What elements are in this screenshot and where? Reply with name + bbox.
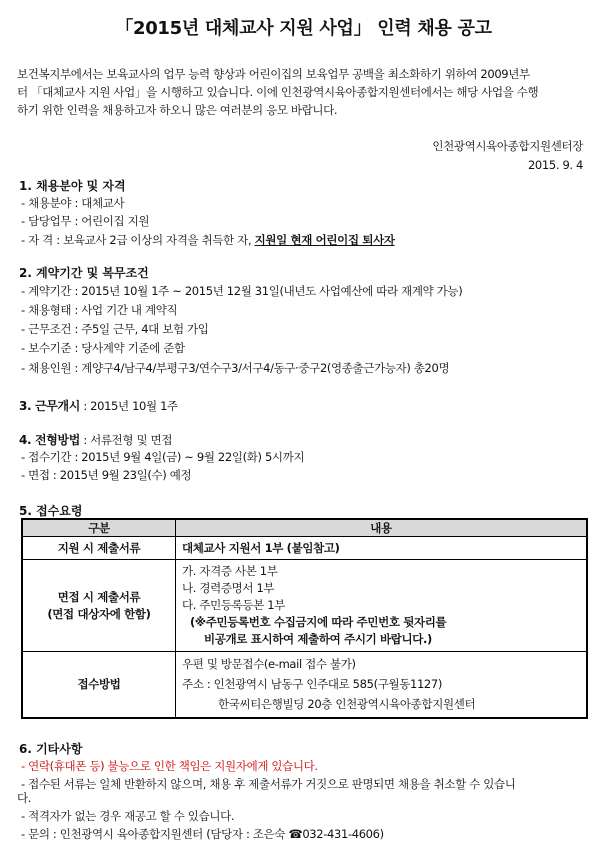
section-1-heading: 1. 채용분야 및 자격 [19,179,126,193]
interview-doc-item: 나. 경력증명서 1부 [182,581,275,595]
s1-qualification-text: - 자 격 : 보육교사 2급 이상의 자격을 취득한 자, [21,233,255,247]
interview-doc-notice: 비공개로 표시하여 제출하여 주시기 바랍니다.) [204,632,432,646]
row-content-submission-method [176,652,588,718]
table-header-row [22,519,587,537]
s6-documents-policy-cont: 다. [17,791,32,805]
table-row [22,560,587,652]
section-3 [19,397,178,414]
interview-doc-item: 가. 자격증 사본 1부 [182,564,278,578]
section-5-heading: 5. 접수요령 [19,504,83,518]
col-header-category: 구분 [22,519,176,537]
section-2-heading: 2. 계약기간 및 복무조건 [19,266,149,280]
section-3-heading: 3. 근무개시 [19,399,81,413]
s4-application-period: - 접수기간 : 2015년 9월 4일(금) ~ 9월 22일(화) 5시까지 [21,450,305,464]
interview-doc-item: 다. 주민등록등본 1부 [182,598,285,612]
document-title: 「2015년 대체교사 지원 사업」 인력 채용 공고 [115,18,492,39]
section-6-heading: 6. 기타사항 [19,742,83,756]
s2-headcount: - 채용인원 : 계양구4/남구4/부평구3/연수구3/서구4/동구·중구2(영종출근가능자) 총20명 [21,361,450,375]
intro-line-3: 하기 위한 인력을 채용하고자 하오니 많은 여러분의 응모 바랍니다. [17,103,338,117]
s6-documents-policy: - 접수된 서류는 일체 반환하지 않으며, 채용 후 제출서류가 거짓으로 판명되면 채용을 취소할 수 있습니 [21,777,516,791]
row-label-application-docs: 지원 시 제출서류 [22,537,176,560]
interview-doc-notice: (※주민등록번호 수집금지에 따라 주민번호 뒷자리를 [190,615,447,629]
row-content-application-docs: 대체교사 지원서 1부 (붙임참고) [176,537,588,560]
issuer-org: 인천광역시육아종합지원센터장 [432,139,583,153]
s1-duty: - 담당업무 : 어린이집 지원 [21,214,150,228]
submission-address-building: 한국씨티은행빌딩 20층 인천광역시육아종합지원센터 [218,696,476,711]
s2-employment-type: - 채용형태 : 사업 기간 내 계약직 [21,303,178,317]
s6-contact-warning: - 연락(휴대폰 등) 불능으로 인한 책임은 지원자에게 있습니다. [21,759,318,773]
application-table [21,518,588,719]
intro-line-2: 터 「대체교사 지원 사업」을 시행하고 있습니다. 이에 인천광역시육아종합지원센터에서는 해당 사업을 수행 [17,85,539,99]
s1-qualification [21,232,395,248]
s1-field: - 채용분야 : 대체교사 [21,196,125,210]
row-content-interview-docs [176,560,588,652]
s6-repost-notice: - 적격자가 없는 경우 재공고 할 수 있습니다. [21,809,235,823]
section-4-heading: 4. 전형방법 [19,433,81,447]
section-4-text: : 서류전형 및 면접 [80,433,173,447]
s2-contract-period: - 계약기간 : 2015년 10월 1주 ~ 2015년 12월 31일(내년도 사업예산에 따라 재계약 가능) [21,284,463,298]
submission-method-text: 우편 및 방문접수(e-mail 접수 불가) [182,656,356,671]
s4-interview-date: - 면접 : 2015년 9월 23일(수) 예정 [21,468,192,482]
row-label-interview-docs [22,560,176,652]
s2-work-conditions: - 근무조건 : 주5일 근무, 4대 보험 가입 [21,322,209,336]
section-3-text: : 2015년 10월 1주 [80,399,178,413]
s6-inquiry-contact: - 문의 : 인천광역시 육아종합지원센터 (담당자 : 조은숙 ☎032-431-4606) [21,827,384,841]
interview-docs-sublabel: (면접 대상자에 한함) [47,606,151,621]
issue-date: 2015. 9. 4 [527,158,583,172]
table-row [22,652,587,718]
intro-line-1: 보건복지부에서는 보육교사의 업무 능력 향상과 어린이집의 보육업무 공백을 최소화하기 위하여 2009년부 [17,67,530,81]
section-4 [19,431,172,448]
interview-docs-label: 면접 시 제출서류 [57,589,141,604]
col-header-content: 내용 [176,519,588,537]
submission-address: 주소 : 인천광역시 남동구 인주대로 585(구월동1127) [182,676,442,691]
table-row [22,537,587,560]
s1-qualification-emphasis: 지원일 현재 어린이집 퇴사자 [254,233,395,247]
row-label-submission-method: 접수방법 [22,652,176,718]
s2-pay-standard: - 보수기준 : 당사계약 기준에 준함 [21,341,185,355]
